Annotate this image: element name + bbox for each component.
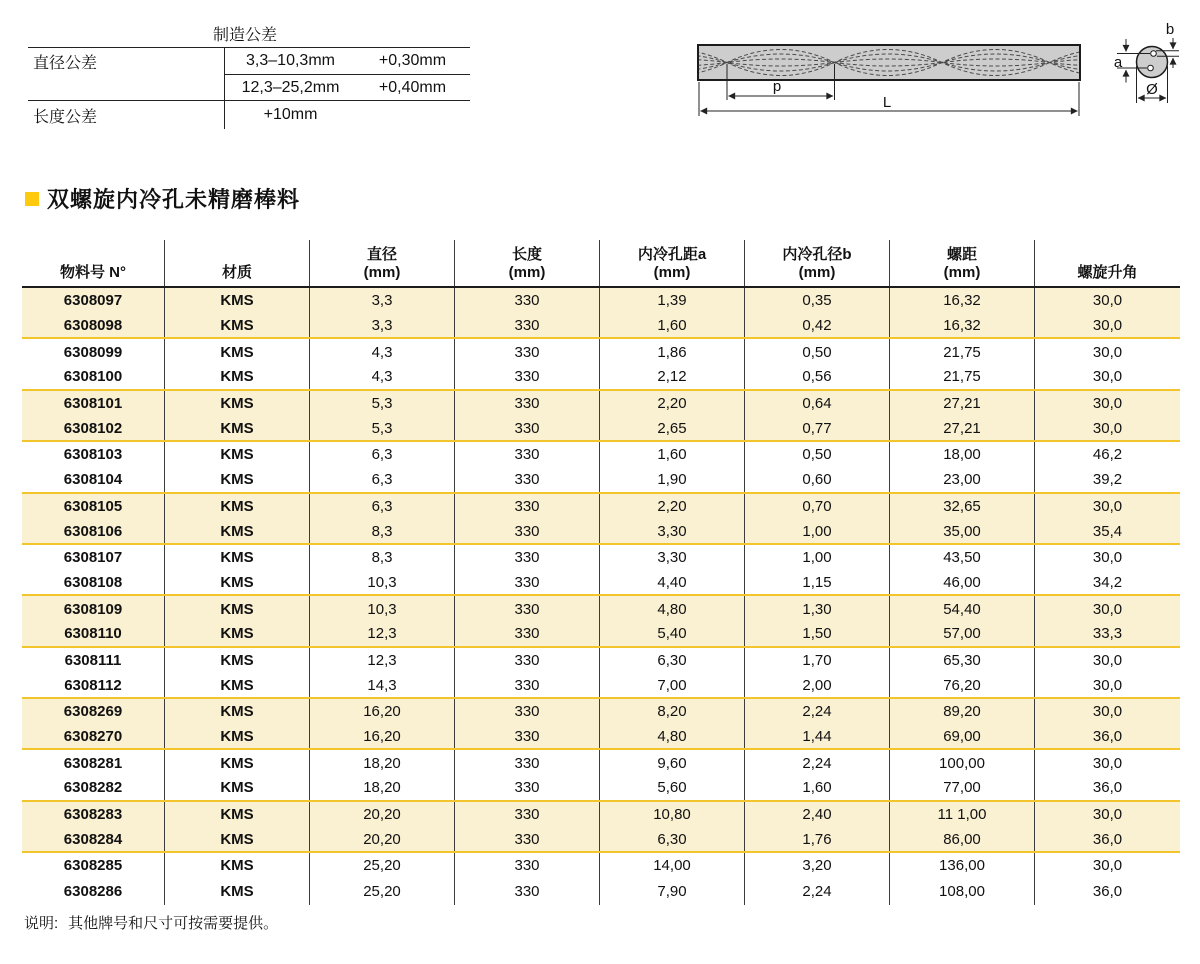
table-row	[22, 879, 1180, 905]
table-body	[22, 288, 1180, 905]
tolerance-label: 直径公差	[33, 55, 98, 72]
table-cell: 54,40	[890, 596, 1035, 622]
table-cell: 57,00	[890, 622, 1035, 646]
table-cell: 89,20	[890, 699, 1035, 725]
table-header-cell: 长度 (mm)	[455, 240, 600, 286]
table-cell: 10,80	[600, 802, 745, 828]
table-cell: 5,40	[600, 622, 745, 646]
table-row	[22, 545, 1180, 571]
table-cell: 330	[455, 596, 600, 622]
table-cell: KMS	[165, 442, 310, 468]
table-cell: 2,40	[745, 802, 890, 828]
table-cell: 30,0	[1092, 317, 1123, 335]
table-cell: 2,00	[745, 673, 890, 697]
table-cell: 1,00	[745, 545, 890, 571]
table-cell: 6,3	[310, 442, 455, 468]
table-header-cell: 直径 (mm)	[310, 240, 455, 286]
table-cell: KMS	[165, 699, 310, 725]
dimension-L-label: L	[882, 94, 892, 111]
table-cell: 8,20	[600, 699, 745, 725]
table-cell: 6308107	[22, 545, 165, 571]
table-cell: 2,12	[600, 365, 745, 389]
table-cell: 65,30	[890, 648, 1035, 674]
table-cell: 0,60	[745, 468, 890, 492]
table-cell: 2,20	[600, 494, 745, 520]
table-header-cell: 内冷孔距a (mm)	[600, 240, 745, 286]
table-row	[22, 391, 1180, 417]
table-cell: KMS	[165, 314, 310, 338]
footer-note	[24, 912, 278, 933]
table-cell: 136,00	[890, 853, 1035, 879]
table-cell: 6308105	[22, 494, 165, 520]
table-cell: KMS	[165, 288, 310, 314]
table-cell: 32,65	[890, 494, 1035, 520]
table-cell: 3,3	[310, 314, 455, 338]
table-cell: 2,24	[745, 750, 890, 776]
table-cell: 20,20	[310, 802, 455, 828]
table-cell: 43,50	[890, 545, 1035, 571]
table-cell: 1,86	[600, 339, 745, 365]
table-cell: 30,0	[1092, 292, 1123, 310]
table-cell: KMS	[165, 750, 310, 776]
table-header-cell: 内冷孔径b (mm)	[745, 240, 890, 286]
table-cell: KMS	[165, 468, 310, 492]
table-cell: 1,90	[600, 468, 745, 492]
table-row	[22, 853, 1180, 879]
table-cell: 36,0	[1092, 830, 1123, 848]
table-cell: 30,0	[1092, 395, 1123, 413]
table-cell: 16,20	[310, 699, 455, 725]
table-cell: 6308103	[22, 442, 165, 468]
table-cell: 30,0	[1092, 600, 1123, 618]
table-cell: 0,42	[745, 314, 890, 338]
table-cell: 30,0	[1092, 754, 1123, 772]
table-cell: 330	[455, 391, 600, 417]
coolant-hole-bottom-icon	[1148, 65, 1154, 71]
table-cell: 10,3	[310, 571, 455, 595]
table-cell: 330	[455, 571, 600, 595]
table-cell: 0,77	[745, 416, 890, 440]
table-row	[22, 365, 1180, 391]
table-cell: 6308100	[22, 365, 165, 389]
table-row	[22, 699, 1180, 725]
table-row	[22, 827, 1180, 853]
table-cell: 27,21	[890, 416, 1035, 440]
table-cell: 33,3	[1092, 625, 1123, 643]
table-cell: 2,24	[745, 699, 890, 725]
table-row	[22, 468, 1180, 494]
table-cell: 35,4	[1092, 522, 1123, 540]
table-cell: 330	[455, 673, 600, 697]
table-cell: 6,3	[310, 494, 455, 520]
table-cell: 21,75	[890, 365, 1035, 389]
table-cell: 6308111	[22, 648, 165, 674]
table-cell: KMS	[165, 494, 310, 520]
table-cell: 3,30	[600, 545, 745, 571]
table-cell: 1,15	[745, 571, 890, 595]
table-cell: 330	[455, 853, 600, 879]
section-title: 双螺旋内冷孔未精磨棒料	[47, 187, 301, 212]
table-cell: 330	[455, 494, 600, 520]
table-row	[22, 673, 1180, 699]
table-cell: 18,00	[890, 442, 1035, 468]
table-cell: 330	[455, 776, 600, 800]
table-cell: 36,0	[1092, 779, 1123, 797]
table-cell: 6308284	[22, 827, 165, 851]
table-cell: 6308108	[22, 571, 165, 595]
table-cell: 36,0	[1092, 728, 1123, 746]
table-cell: 30,0	[1092, 497, 1123, 515]
table-cell: 330	[455, 648, 600, 674]
table-cell: 6308101	[22, 391, 165, 417]
table-cell: 18,20	[310, 776, 455, 800]
table-cell: 6308270	[22, 725, 165, 749]
table-cell: 18,20	[310, 750, 455, 776]
table-row	[22, 622, 1180, 648]
table-cell: 6308112	[22, 673, 165, 697]
tolerance-row-length	[28, 101, 470, 129]
tolerance-value: +0,30mm	[378, 52, 447, 69]
table-cell: 6308109	[22, 596, 165, 622]
coolant-hole-top-icon	[1151, 51, 1157, 57]
table-cell: 330	[455, 416, 600, 440]
table-cell: 0,50	[745, 442, 890, 468]
tolerance-label	[28, 75, 224, 100]
table-cell: 30,0	[1092, 806, 1123, 824]
table-cell: 11 1,00	[890, 802, 1035, 828]
table-cell: 3,3	[310, 288, 455, 314]
dimension-p-label: p	[772, 78, 782, 95]
table-cell: 330	[455, 442, 600, 468]
table-cell: 30,0	[1092, 857, 1123, 875]
table-cell: 6308097	[22, 288, 165, 314]
table-row	[22, 339, 1180, 365]
table-cell: 12,3	[310, 648, 455, 674]
table-row	[22, 648, 1180, 674]
tolerance-row-diameter	[28, 48, 470, 75]
table-cell: KMS	[165, 571, 310, 595]
table-cell: 1,60	[745, 776, 890, 800]
table-cell: 100,00	[890, 750, 1035, 776]
table-cell: 30,0	[1092, 549, 1123, 567]
table-row	[22, 442, 1180, 468]
table-row	[22, 519, 1180, 545]
table-cell: 76,20	[890, 673, 1035, 697]
table-cell: 1,30	[745, 596, 890, 622]
table-cell: 1,70	[745, 648, 890, 674]
table-cell: 3,30	[600, 519, 745, 543]
table-cell: 8,3	[310, 545, 455, 571]
table-cell: 12,3	[310, 622, 455, 646]
table-cell: 330	[455, 314, 600, 338]
table-cell: KMS	[165, 545, 310, 571]
section-bullet-icon	[25, 192, 39, 206]
table-cell: 6308285	[22, 853, 165, 879]
table-header-cell: 物料号 N°	[22, 240, 165, 286]
tolerance-table-title: 制造公差	[213, 27, 278, 44]
table-row	[22, 596, 1180, 622]
table-cell: 0,50	[745, 339, 890, 365]
table-cell: 8,3	[310, 519, 455, 543]
table-cell: 4,3	[310, 339, 455, 365]
table-cell: 1,60	[600, 314, 745, 338]
table-cell: 330	[455, 339, 600, 365]
table-cell: 0,56	[745, 365, 890, 389]
table-cell: KMS	[165, 391, 310, 417]
table-cell: 6308099	[22, 339, 165, 365]
tolerance-value: +0,40mm	[378, 78, 447, 96]
tolerance-range: 12,3–25,2mm	[241, 78, 340, 96]
table-cell: 34,2	[1092, 573, 1123, 591]
table-cell: 108,00	[890, 879, 1035, 905]
table-row	[22, 802, 1180, 828]
table-row	[22, 776, 1180, 802]
table-cell: 30,0	[1092, 703, 1123, 721]
table-cell: 330	[455, 879, 600, 905]
table-cell: KMS	[165, 827, 310, 851]
table-row	[22, 571, 1180, 597]
table-header-row	[22, 240, 1180, 288]
table-cell: 6308110	[22, 622, 165, 646]
table-cell: 77,00	[890, 776, 1035, 800]
table-cell: 16,32	[890, 288, 1035, 314]
table-cell: 4,40	[600, 571, 745, 595]
tolerance-value	[356, 101, 469, 129]
table-cell: KMS	[165, 776, 310, 800]
table-cell: 6308104	[22, 468, 165, 492]
table-cell: 16,32	[890, 314, 1035, 338]
table-cell: 330	[455, 725, 600, 749]
section-heading	[25, 183, 300, 214]
table-cell: KMS	[165, 725, 310, 749]
table-cell: KMS	[165, 673, 310, 697]
table-cell: 10,3	[310, 596, 455, 622]
table-cell: 6308098	[22, 314, 165, 338]
table-cell: 35,00	[890, 519, 1035, 543]
table-cell: 6,3	[310, 468, 455, 492]
table-cell: 27,21	[890, 391, 1035, 417]
table-cell: 20,20	[310, 827, 455, 851]
table-cell: 6308281	[22, 750, 165, 776]
table-header-cell: 螺旋升角	[1077, 264, 1138, 282]
table-cell: KMS	[165, 596, 310, 622]
table-cell: KMS	[165, 879, 310, 905]
table-cell: KMS	[165, 339, 310, 365]
table-cell: 30,0	[1092, 651, 1123, 669]
tolerance-range: 3,3–10,3mm	[246, 52, 335, 69]
table-cell: KMS	[165, 853, 310, 879]
table-cell: 7,00	[600, 673, 745, 697]
table-cell: 330	[455, 750, 600, 776]
table-cell: 1,00	[745, 519, 890, 543]
table-cell: 4,80	[600, 725, 745, 749]
table-cell: 330	[455, 699, 600, 725]
table-cell: 2,24	[745, 879, 890, 905]
table-cell: 14,00	[600, 853, 745, 879]
table-cell: 30,0	[1092, 368, 1123, 386]
table-cell: 36,0	[1092, 883, 1123, 901]
table-cell: 6308102	[22, 416, 165, 440]
table-cell: KMS	[165, 365, 310, 389]
table-header-cell: 材质	[165, 240, 310, 286]
rod-outline	[698, 45, 1080, 80]
table-cell: 3,20	[745, 853, 890, 879]
tolerance-label: 长度公差	[33, 108, 98, 126]
table-cell: KMS	[165, 519, 310, 543]
table-cell: 6308283	[22, 802, 165, 828]
table-cell: 30,0	[1092, 343, 1123, 361]
table-cell: 6308106	[22, 519, 165, 543]
table-row	[22, 750, 1180, 776]
table-cell: 16,20	[310, 725, 455, 749]
table-cell: 46,00	[890, 571, 1035, 595]
table-cell: 330	[455, 519, 600, 543]
table-cell: 2,20	[600, 391, 745, 417]
table-cell: 46,2	[1092, 446, 1123, 464]
table-cell: 25,20	[310, 853, 455, 879]
table-cell: 86,00	[890, 827, 1035, 851]
table-cell: 25,20	[310, 879, 455, 905]
table-cell: 4,3	[310, 365, 455, 389]
table-cell: 4,80	[600, 596, 745, 622]
table-cell: 69,00	[890, 725, 1035, 749]
dimension-diameter-label: Ø	[1146, 81, 1158, 98]
table-cell: KMS	[165, 648, 310, 674]
tolerance-table	[28, 26, 470, 129]
footer-note-text: 其他牌号和尺寸可按需要提供。	[68, 915, 279, 932]
table-cell: 330	[455, 545, 600, 571]
table-cell: 330	[455, 622, 600, 646]
tolerance-row-diameter-2	[28, 75, 470, 101]
dimension-b-label: b	[1165, 21, 1175, 38]
rod-diagram	[680, 8, 1200, 130]
table-cell: 7,90	[600, 879, 745, 905]
table-cell: 39,2	[1092, 471, 1123, 489]
table-header-cell: 螺距 (mm)	[890, 240, 1035, 286]
table-row	[22, 416, 1180, 442]
table-cell: 1,76	[745, 827, 890, 851]
table-cell: 330	[455, 802, 600, 828]
table-cell: 1,60	[600, 442, 745, 468]
table-cell: 5,3	[310, 416, 455, 440]
table-cell: 1,44	[745, 725, 890, 749]
table-row	[22, 288, 1180, 314]
table-cell: 6308286	[22, 879, 165, 905]
table-cell: 6308269	[22, 699, 165, 725]
table-cell: 330	[455, 365, 600, 389]
table-cell: 0,35	[745, 288, 890, 314]
table-cell: 30,0	[1092, 676, 1123, 694]
table-cell: 0,70	[745, 494, 890, 520]
table-cell: 23,00	[890, 468, 1035, 492]
product-table	[22, 240, 1180, 905]
table-cell: 1,39	[600, 288, 745, 314]
table-cell: 6,30	[600, 648, 745, 674]
table-row	[22, 494, 1180, 520]
table-cell: 330	[455, 468, 600, 492]
table-cell: 9,60	[600, 750, 745, 776]
table-cell: 2,65	[600, 416, 745, 440]
table-cell: 5,60	[600, 776, 745, 800]
table-cell: KMS	[165, 622, 310, 646]
table-cell: KMS	[165, 802, 310, 828]
table-cell: KMS	[165, 416, 310, 440]
dimension-a-label: a	[1113, 54, 1123, 71]
table-cell: 14,3	[310, 673, 455, 697]
footer-note-label: 说明:	[24, 915, 59, 932]
table-cell: 0,64	[745, 391, 890, 417]
table-cell: 330	[455, 827, 600, 851]
table-cell: 6,30	[600, 827, 745, 851]
tolerance-range: +10mm	[263, 106, 318, 123]
table-cell: 21,75	[890, 339, 1035, 365]
table-cell: 330	[455, 288, 600, 314]
table-row	[22, 725, 1180, 751]
table-cell: 5,3	[310, 391, 455, 417]
table-cell: 30,0	[1092, 419, 1123, 437]
table-cell: 1,50	[745, 622, 890, 646]
table-row	[22, 314, 1180, 340]
table-cell: 6308282	[22, 776, 165, 800]
